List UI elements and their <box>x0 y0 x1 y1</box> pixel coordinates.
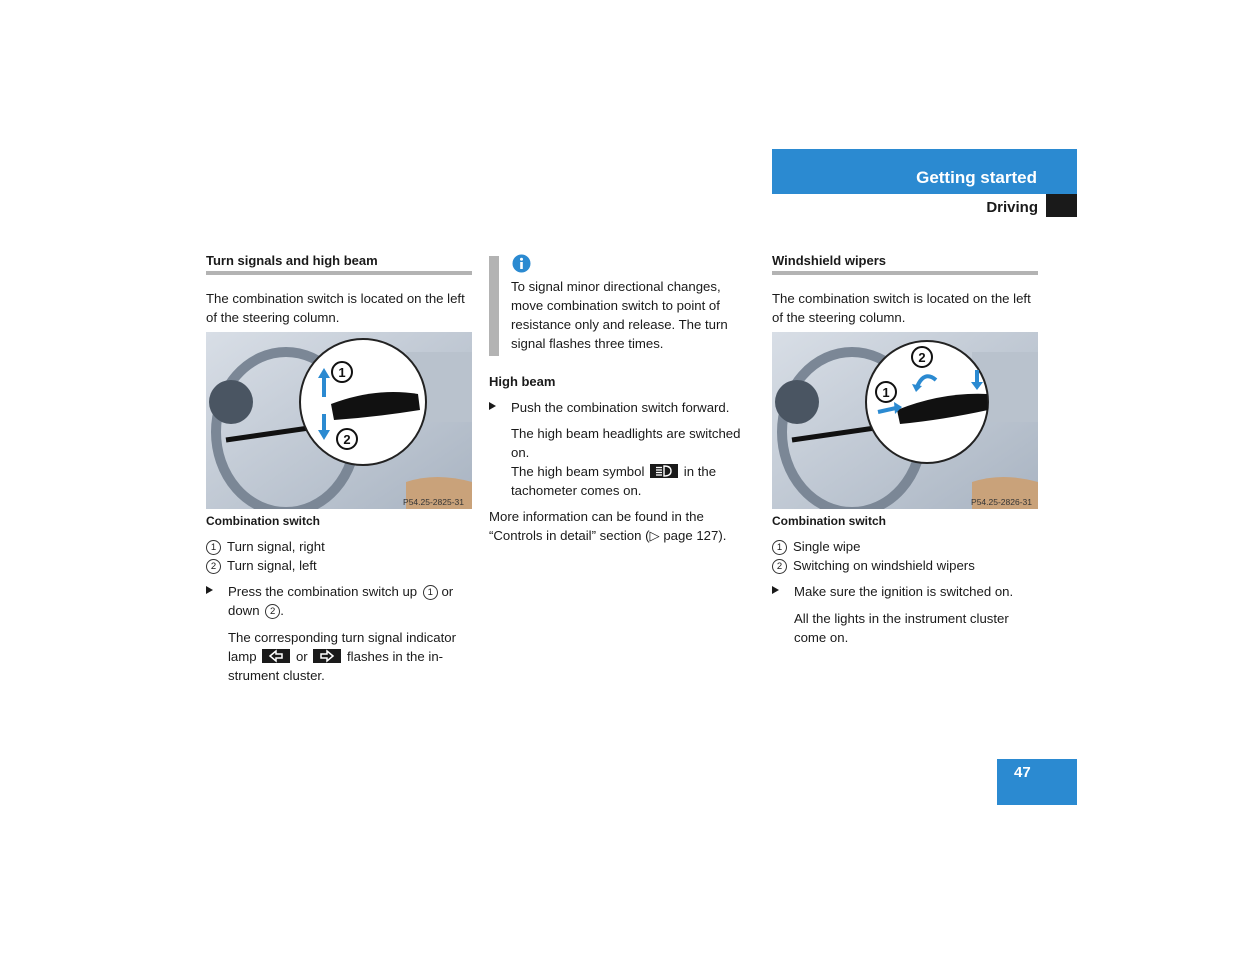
legend-item: 1 Single wipe <box>772 537 1042 556</box>
turn-signal-right-icon <box>313 649 341 663</box>
step-arrow-icon <box>772 586 779 594</box>
step-arrow-icon <box>206 586 213 594</box>
wipers-intro: The combination switch is located on the left of the steering column. <box>772 291 1031 325</box>
wipers-result: All the lights in the instrument cluster come on. <box>794 611 1009 645</box>
step-arrow-icon <box>489 402 496 410</box>
page-number: 47 <box>1014 764 1031 781</box>
turn-signal-step: Press the combination switch up 1 or down 2 . <box>206 582 476 620</box>
svg-text:1: 1 <box>338 365 346 380</box>
legend-item: 1 Turn signal, right <box>206 537 476 556</box>
left-column <box>206 253 472 327</box>
legend-item: 2 Turn signal, left <box>206 556 476 575</box>
heading-rule <box>206 271 472 275</box>
page-number-box <box>997 759 1077 805</box>
info-note <box>511 254 756 353</box>
info-text: To signal minor directional changes, move combination switch to point of resistance only and release. The turn signal flashes three times. <box>511 279 728 351</box>
turn-signal-intro: The combination switch is located on the left of the steering column. <box>206 291 465 325</box>
svg-text:2: 2 <box>343 432 351 447</box>
turn-signal-result: The corresponding turn signal indicator lamp or flashes in the in-strument cluster. <box>228 630 456 683</box>
legend-item: 2 Switching on windshield wipers <box>772 556 1042 575</box>
high-beam-icon <box>650 464 678 478</box>
heading-rule <box>772 271 1038 275</box>
high-beam-step: Push the combination switch forward. <box>489 398 759 417</box>
section-marker <box>1046 194 1077 217</box>
turn-signal-heading: Turn signals and high beam <box>206 253 378 268</box>
turn-signal-left-icon <box>262 649 290 663</box>
svg-text:1: 1 <box>882 385 890 400</box>
chapter-banner <box>772 149 1077 194</box>
right-lower <box>772 514 1042 647</box>
info-icon <box>512 254 531 273</box>
combination-switch-figure-wipers <box>772 332 1038 509</box>
figure-caption: Combination switch <box>772 514 886 528</box>
chapter-title: Getting started <box>916 168 1037 187</box>
info-bar <box>489 256 499 356</box>
wipers-step: Make sure the ignition is switched on. <box>772 582 1042 601</box>
left-lower <box>206 514 476 685</box>
high-beam-result: The high beam headlights are switched on. The high beam symbol in the tachometer comes on. <box>511 426 741 498</box>
section-title: Driving <box>986 199 1038 216</box>
wipers-heading: Windshield wipers <box>772 253 887 268</box>
high-beam-section <box>489 374 759 545</box>
more-info-text: More information can be found in the “Controls in detail” section (▷ page 127). <box>489 509 727 543</box>
figure-caption: Combination switch <box>206 514 320 528</box>
wiper-illustration <box>772 332 1038 509</box>
high-beam-heading: High beam <box>489 374 556 389</box>
turn-signal-illustration <box>206 332 472 509</box>
svg-text:2: 2 <box>918 350 926 365</box>
figure-code: P54.25-2825-31 <box>403 497 464 507</box>
combination-switch-figure-turn <box>206 332 472 509</box>
figure-code: P54.25-2826-31 <box>971 497 1032 507</box>
right-column <box>772 253 1038 327</box>
